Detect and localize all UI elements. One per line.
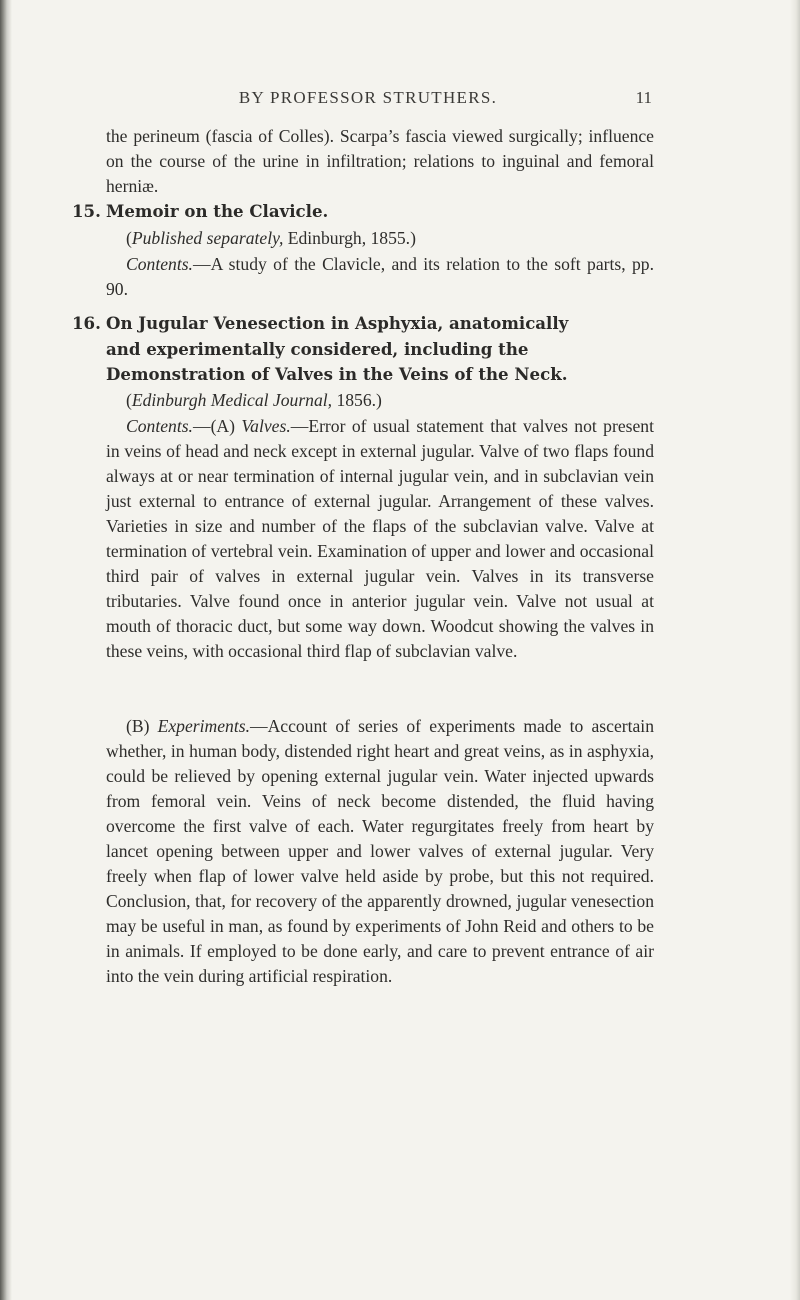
running-head: BY PROFESSOR STRUTHERS. (238, 88, 498, 107)
part-a-label: Valves. (241, 416, 291, 436)
entry-16-contents-b (106, 714, 654, 989)
part-b-label: Experiments. (157, 716, 250, 736)
entry-15-heading (72, 199, 654, 225)
part-b-prefix: (B) (126, 716, 158, 736)
page-edge-left (0, 0, 12, 1300)
entry-16-ref-detail: 1856.) (332, 390, 382, 410)
page-edge-right (790, 0, 800, 1300)
entry-16-number: 16. (72, 313, 101, 333)
page-number: 11 (635, 88, 652, 107)
entry-15-contents-text: —A study of the Clavicle, and its relation to the soft parts, pp. 90. (106, 254, 654, 299)
entry-16-ref-source: Edinburgh Medical Journal, (131, 390, 333, 410)
entry-16-reference: (Edinburgh Medical Journal, 1856.) (126, 390, 382, 410)
entry-15-number: 15. (72, 201, 101, 221)
entry-16-contents-label: Contents. (126, 416, 193, 436)
entry-15-title: Memoir on the Clavicle. (106, 201, 329, 221)
intro-paragraph: the perineum (fascia of Colles). Scarpa’s fascia viewed surgically; influence on the course of the urine in infiltration; relations to inguinal and femoral herniæ. (106, 126, 654, 196)
part-a-prefix: —(A) (192, 416, 242, 436)
entry-15-reference: (Published separately, Edinburgh, 1855.) (126, 228, 416, 248)
part-a-text: —Error of usual statement that valves not present in veins of head and neck except in external jugular. Valve of two flaps found always at or near termination of internal jugular vein, and in subclavian vein just external to entrance of external jugular. Arrangement of these valves. Varieties in size and number of the flaps of the subclavian valve. Valve at termination of vertebral vein. Examination of upper and lower and occasional third pair of valves in external jugular vein. Valves in its transverse tributaries. Valve found once in anterior jugular vein. Valve not usual at mouth of thoracic duct, but some way down. Woodcut showing the valves in these veins, with occasional third flap of subclavian valve. (106, 416, 654, 661)
part-b-text: —Account of series of experiments made to ascertain whether, in human body, distended right heart and great veins, as in asphyxia, could be relieved by opening external jugular vein. Water injected upwards from femoral vein. Veins of neck become distended, the fluid having overcome the first valve of each. Water regurgitates freely from heart by lancet opening between upper and lower valves of external jugular. Very freely when flap of lower valve held aside by probe, but this not required. Conclusion, that, for recovery of the apparently drowned, jugular venesection may be useful in man, as found by experiments of John Reid and others to be in animals. If employed to be done early, and care to prevent entrance of air into the vein during artificial respiration. (106, 716, 654, 986)
entry-15-ref-detail: Edinburgh, 1855.) (283, 228, 416, 248)
entry-16-heading (72, 311, 654, 388)
entry-15-contents (106, 252, 654, 302)
entry-15-contents-label: Contents. (126, 254, 193, 274)
entry-16-title-line2: and experimentally considered, including the Demonstration of Valves in the Veins of the Neck. (106, 338, 568, 384)
entry-16-contents-a (106, 414, 654, 664)
entry-16-title-line1: On Jugular Venesection in Asphyxia, anatomically (106, 313, 569, 333)
entry-15-ref-source: Published separately, (131, 228, 284, 248)
